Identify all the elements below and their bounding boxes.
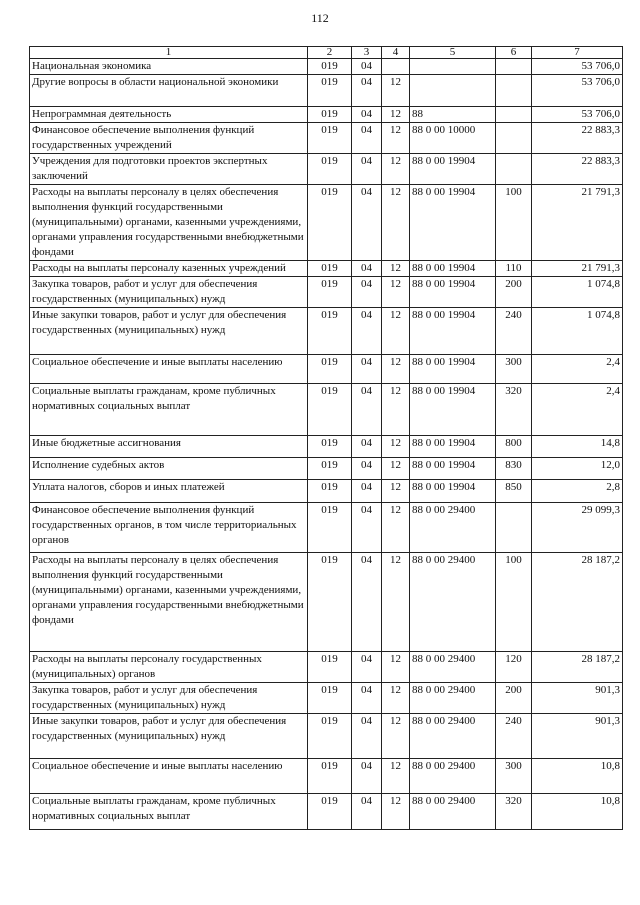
- row-ministry-code: 019: [308, 794, 352, 830]
- row-amount: 10,8: [532, 759, 623, 794]
- table-row: [30, 75, 623, 107]
- table-row: [30, 480, 623, 503]
- table-row: [30, 107, 623, 123]
- row-section-code: 04: [352, 652, 382, 683]
- row-section-code: 04: [352, 75, 382, 107]
- row-target-code: 88 0 00 29400: [410, 683, 496, 714]
- row-name: Расходы на выплаты персоналу в целях обеспечения выполнения функций государственными (муниципальными) органами, казенными учреждениями, органами управления государственными внебюджетными фондами: [30, 553, 308, 652]
- row-subsection-code: 12: [382, 503, 410, 553]
- row-amount: 901,3: [532, 714, 623, 759]
- row-name: Расходы на выплаты персоналу государственных (муниципальных) органов: [30, 652, 308, 683]
- row-expense-type: 100: [496, 553, 532, 652]
- row-expense-type: 120: [496, 652, 532, 683]
- table-row: [30, 185, 623, 261]
- row-target-code: 88 0 00 29400: [410, 503, 496, 553]
- row-ministry-code: 019: [308, 355, 352, 384]
- row-ministry-code: 019: [308, 261, 352, 277]
- row-subsection-code: 12: [382, 261, 410, 277]
- row-amount: 28 187,2: [532, 652, 623, 683]
- row-section-code: 04: [352, 458, 382, 480]
- row-section-code: 04: [352, 759, 382, 794]
- row-amount: 12,0: [532, 458, 623, 480]
- row-subsection-code: 12: [382, 277, 410, 308]
- row-subsection-code: 12: [382, 458, 410, 480]
- row-name: Другие вопросы в области национальной экономики: [30, 75, 308, 107]
- table-row: [30, 436, 623, 458]
- row-amount: 2,4: [532, 384, 623, 436]
- table-row: [30, 683, 623, 714]
- row-amount: 14,8: [532, 436, 623, 458]
- row-expense-type: 320: [496, 384, 532, 436]
- row-amount: 53 706,0: [532, 107, 623, 123]
- row-section-code: 04: [352, 308, 382, 355]
- row-section-code: 04: [352, 503, 382, 553]
- table-row: [30, 503, 623, 553]
- row-section-code: 04: [352, 553, 382, 652]
- row-name: Иные закупки товаров, работ и услуг для обеспечения государственных (муниципальных) нужд: [30, 308, 308, 355]
- row-ministry-code: 019: [308, 107, 352, 123]
- table-header-row: [30, 47, 623, 59]
- header-cell: 1: [30, 47, 308, 59]
- row-expense-type: [496, 59, 532, 75]
- row-subsection-code: 12: [382, 107, 410, 123]
- row-target-code: 88 0 00 29400: [410, 714, 496, 759]
- row-subsection-code: 12: [382, 652, 410, 683]
- row-amount: 10,8: [532, 794, 623, 830]
- row-section-code: 04: [352, 185, 382, 261]
- row-name: Уплата налогов, сборов и иных платежей: [30, 480, 308, 503]
- table-row: [30, 154, 623, 185]
- header-cell: 2: [308, 47, 352, 59]
- row-target-code: [410, 59, 496, 75]
- row-target-code: 88 0 00 19904: [410, 277, 496, 308]
- row-subsection-code: 12: [382, 480, 410, 503]
- row-ministry-code: 019: [308, 277, 352, 308]
- budget-table: [29, 46, 623, 830]
- table-row: [30, 355, 623, 384]
- header-cell: 3: [352, 47, 382, 59]
- row-expense-type: 110: [496, 261, 532, 277]
- table-row: [30, 308, 623, 355]
- row-ministry-code: 019: [308, 714, 352, 759]
- row-target-code: 88 0 00 29400: [410, 794, 496, 830]
- row-subsection-code: 12: [382, 794, 410, 830]
- row-target-code: 88 0 00 19904: [410, 436, 496, 458]
- row-section-code: 04: [352, 714, 382, 759]
- row-target-code: 88: [410, 107, 496, 123]
- header-cell: 4: [382, 47, 410, 59]
- row-name: Закупка товаров, работ и услуг для обеспечения государственных (муниципальных) нужд: [30, 683, 308, 714]
- table-row: [30, 714, 623, 759]
- row-amount: 21 791,3: [532, 261, 623, 277]
- row-target-code: 88 0 00 19904: [410, 261, 496, 277]
- row-target-code: 88 0 00 19904: [410, 384, 496, 436]
- row-subsection-code: 12: [382, 384, 410, 436]
- row-ministry-code: 019: [308, 458, 352, 480]
- row-name: Закупка товаров, работ и услуг для обеспечения государственных (муниципальных) нужд: [30, 277, 308, 308]
- row-expense-type: [496, 154, 532, 185]
- row-expense-type: [496, 123, 532, 154]
- row-expense-type: 300: [496, 355, 532, 384]
- row-amount: 22 883,3: [532, 123, 623, 154]
- row-subsection-code: 12: [382, 683, 410, 714]
- row-ministry-code: 019: [308, 123, 352, 154]
- row-expense-type: 850: [496, 480, 532, 503]
- row-expense-type: 200: [496, 683, 532, 714]
- row-ministry-code: 019: [308, 59, 352, 75]
- row-expense-type: [496, 503, 532, 553]
- row-section-code: 04: [352, 480, 382, 503]
- table-row: [30, 759, 623, 794]
- row-section-code: 04: [352, 107, 382, 123]
- row-subsection-code: 12: [382, 759, 410, 794]
- row-subsection-code: 12: [382, 355, 410, 384]
- row-target-code: 88 0 00 29400: [410, 553, 496, 652]
- row-target-code: 88 0 00 19904: [410, 185, 496, 261]
- header-cell: 6: [496, 47, 532, 59]
- row-expense-type: 200: [496, 277, 532, 308]
- row-ministry-code: 019: [308, 480, 352, 503]
- row-section-code: 04: [352, 355, 382, 384]
- header-cell: 5: [410, 47, 496, 59]
- table-row: [30, 458, 623, 480]
- row-expense-type: 100: [496, 185, 532, 261]
- row-name: Финансовое обеспечение выполнения функций государственных органов, в том числе территориальных органов: [30, 503, 308, 553]
- row-target-code: 88 0 00 29400: [410, 759, 496, 794]
- row-name: Социальное обеспечение и иные выплаты населению: [30, 355, 308, 384]
- row-section-code: 04: [352, 794, 382, 830]
- row-expense-type: 300: [496, 759, 532, 794]
- row-target-code: 88 0 00 19904: [410, 154, 496, 185]
- row-subsection-code: 12: [382, 553, 410, 652]
- row-subsection-code: 12: [382, 185, 410, 261]
- row-name: Учреждения для подготовки проектов экспертных заключений: [30, 154, 308, 185]
- row-ministry-code: 019: [308, 75, 352, 107]
- row-ministry-code: 019: [308, 759, 352, 794]
- row-expense-type: [496, 75, 532, 107]
- row-expense-type: [496, 107, 532, 123]
- row-name: Социальное обеспечение и иные выплаты населению: [30, 759, 308, 794]
- table-row: [30, 553, 623, 652]
- row-subsection-code: 12: [382, 308, 410, 355]
- row-target-code: 88 0 00 19904: [410, 308, 496, 355]
- row-name: Расходы на выплаты персоналу казенных учреждений: [30, 261, 308, 277]
- table-row: [30, 652, 623, 683]
- row-name: Расходы на выплаты персоналу в целях обеспечения выполнения функций государственными (муниципальными) органами, казенными учреждениями, органами управления государственными внебюджетными фондами: [30, 185, 308, 261]
- row-subsection-code: [382, 59, 410, 75]
- row-expense-type: 830: [496, 458, 532, 480]
- row-section-code: 04: [352, 123, 382, 154]
- row-section-code: 04: [352, 59, 382, 75]
- row-subsection-code: 12: [382, 154, 410, 185]
- row-name: Иные закупки товаров, работ и услуг для обеспечения государственных (муниципальных) нужд: [30, 714, 308, 759]
- table-row: [30, 277, 623, 308]
- row-target-code: 88 0 00 29400: [410, 652, 496, 683]
- row-section-code: 04: [352, 436, 382, 458]
- row-name: Иные бюджетные ассигнования: [30, 436, 308, 458]
- row-section-code: 04: [352, 277, 382, 308]
- row-amount: 22 883,3: [532, 154, 623, 185]
- row-expense-type: 240: [496, 714, 532, 759]
- row-section-code: 04: [352, 384, 382, 436]
- table-row: [30, 59, 623, 75]
- row-amount: 28 187,2: [532, 553, 623, 652]
- row-name: Социальные выплаты гражданам, кроме публичных нормативных социальных выплат: [30, 384, 308, 436]
- row-amount: 29 099,3: [532, 503, 623, 553]
- row-amount: 1 074,8: [532, 308, 623, 355]
- row-name: Исполнение судебных актов: [30, 458, 308, 480]
- row-subsection-code: 12: [382, 75, 410, 107]
- row-subsection-code: 12: [382, 714, 410, 759]
- row-name: Непрограммная деятельность: [30, 107, 308, 123]
- row-ministry-code: 019: [308, 154, 352, 185]
- row-target-code: 88 0 00 10000: [410, 123, 496, 154]
- row-name: Национальная экономика: [30, 59, 308, 75]
- row-amount: 21 791,3: [532, 185, 623, 261]
- page-number: 112: [311, 11, 329, 25]
- row-section-code: 04: [352, 261, 382, 277]
- row-section-code: 04: [352, 154, 382, 185]
- row-expense-type: 240: [496, 308, 532, 355]
- table-row: [30, 261, 623, 277]
- row-subsection-code: 12: [382, 123, 410, 154]
- row-name: Финансовое обеспечение выполнения функций государственных учреждений: [30, 123, 308, 154]
- row-target-code: [410, 75, 496, 107]
- table-row: [30, 794, 623, 830]
- row-amount: 1 074,8: [532, 277, 623, 308]
- row-ministry-code: 019: [308, 652, 352, 683]
- row-section-code: 04: [352, 683, 382, 714]
- row-ministry-code: 019: [308, 683, 352, 714]
- table-row: [30, 123, 623, 154]
- row-subsection-code: 12: [382, 436, 410, 458]
- row-ministry-code: 019: [308, 503, 352, 553]
- row-amount: 2,8: [532, 480, 623, 503]
- row-amount: 901,3: [532, 683, 623, 714]
- row-expense-type: 320: [496, 794, 532, 830]
- row-amount: 2,4: [532, 355, 623, 384]
- row-target-code: 88 0 00 19904: [410, 480, 496, 503]
- row-ministry-code: 019: [308, 308, 352, 355]
- row-ministry-code: 019: [308, 185, 352, 261]
- row-ministry-code: 019: [308, 553, 352, 652]
- row-amount: 53 706,0: [532, 59, 623, 75]
- row-expense-type: 800: [496, 436, 532, 458]
- table-row: [30, 384, 623, 436]
- row-ministry-code: 019: [308, 384, 352, 436]
- row-target-code: 88 0 00 19904: [410, 458, 496, 480]
- header-cell: 7: [532, 47, 623, 59]
- row-name: Социальные выплаты гражданам, кроме публичных нормативных социальных выплат: [30, 794, 308, 830]
- row-amount: 53 706,0: [532, 75, 623, 107]
- row-target-code: 88 0 00 19904: [410, 355, 496, 384]
- row-ministry-code: 019: [308, 436, 352, 458]
